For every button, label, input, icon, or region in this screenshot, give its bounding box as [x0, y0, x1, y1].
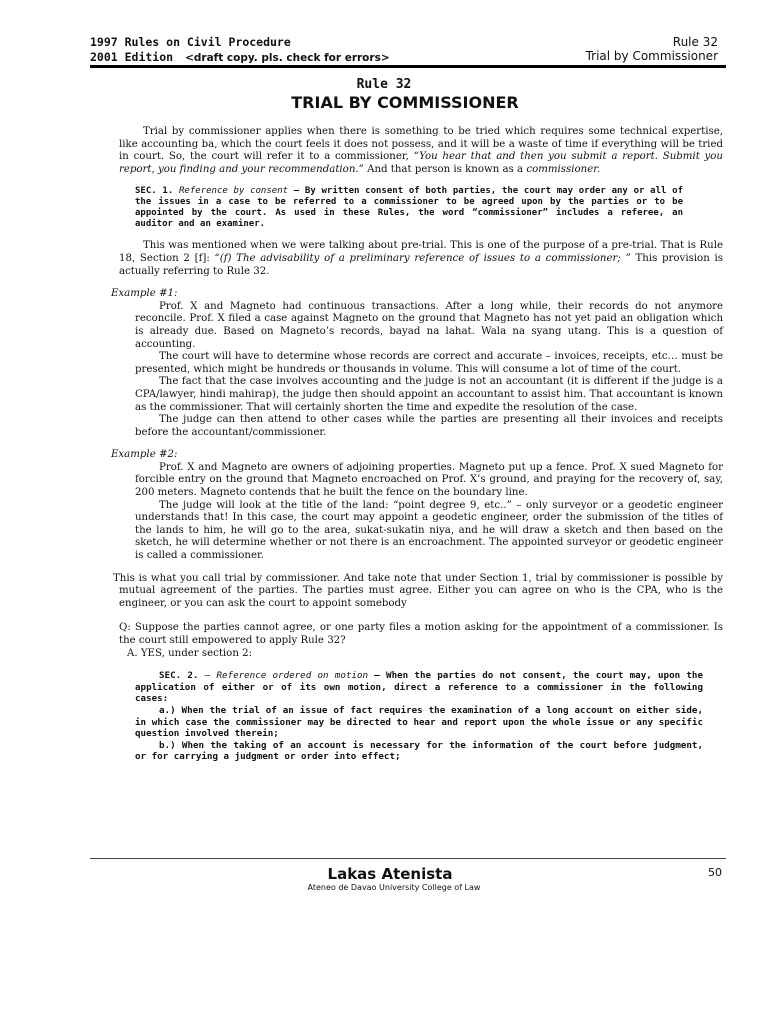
example-2-body	[135, 462, 723, 563]
header-right	[586, 35, 718, 63]
sec2-heading: – Reference ordered on motion	[198, 670, 368, 682]
sec2-item-b: b.) When the taking of an account is necessary for the information of the court before judgment, or for carrying a judgment or order into effect;	[135, 739, 703, 763]
example-2-label: Example #2:	[111, 449, 178, 461]
example-1-p2: The court will have to determine whose records are correct and accurate – invoices, receipts, etc… must be presented, which might be hundreds or thousands in volume. This will consume a lot of time of the court.	[135, 351, 723, 375]
section-2-text	[135, 670, 703, 763]
header-rule-number: Rule 32	[672, 35, 718, 49]
example-1-body	[135, 301, 723, 440]
example-1-p1: Prof. X and Magneto had continuous transactions. After a long while, their records do not anymore reconcile. Prof. X filed a case against Magneto on the ground that Magneto has not yet paid an obligation which is already due. Based on Magneto’s records, bayad na lahat. Wala na syang utang. This is a question of accounting.	[135, 300, 723, 350]
intro-text: Trial by commissioner applies when there is something to be tried which requires some technical expertise, like accounting ba, which the court feels it does not possess, and it will be a waste of time if everything will be tried in court. So, the court will refer it to a commissioner,	[119, 126, 723, 163]
header-book-title: 1997 Rules on Civil Procedure	[90, 35, 291, 49]
pretrial-tail: ” This provision is actually referring to Rule 32.	[119, 252, 723, 277]
header-left	[90, 35, 390, 66]
page-body	[111, 126, 723, 763]
sec2-body: – When the parties do not consent, the court may, upon the application of either or of its own motion, direct a reference to a commissioner in the following cases:	[135, 670, 703, 705]
rule-title: TRIAL BY COMMISSIONER	[291, 93, 519, 112]
example-2-p2: The judge will look at the title of the land: “point degree 9, etc..” – only surveyor or a geodetic engineer understands that! In this case, the court may appoint a geodetic engineer, order the submission of the titles of the lands to him, he will go to the area, sukat-sukatin niya, and he will draw a sketch and then based on the sketch, he will determine whether or not there is an encroachment. The appointed surveyor or geodetic engineer is called a commissioner.	[135, 499, 723, 562]
example-1-label: Example #1:	[111, 288, 178, 300]
header-edition-line	[90, 50, 390, 66]
sec1-body: – By written consent of both parties, the court may order any or all of the issues in a case to be referred to a commissioner to be agreed upon by the parties or to be appointed by the court. As used in these Rules, the word “commissioner” includes a referee, an auditor and an examiner.	[135, 186, 683, 230]
page-number: 50	[708, 866, 722, 879]
header-draft-note: <draft copy. pls. check for errors>	[185, 52, 390, 64]
answer-line: A. YES, under section 2:	[127, 647, 253, 659]
summary-paragraph: This is what you call trial by commissioner. And take note that under Section 1, trial by commissioner is possible by mutual agreement of the parties. The parties must agree. Either you can agree on who is the CPA, who is the engineer, or you can ask the court to appoint somebody	[113, 572, 723, 609]
rule-number: Rule 32	[356, 77, 412, 92]
header-rule-name: Trial by Commissioner	[585, 49, 718, 63]
intro-quote: “You hear that and then you submit a report. Submit you report, you finding and your recommendation.”	[119, 151, 723, 175]
pretrial-quote: “(f) The advisability of a preliminary reference of issues to a commissioner;	[214, 252, 621, 264]
example-1-p3: The fact that the case involves accounting and the judge is not an accountant (it is different if the judge is a CPA/lawyer, hindi mahirap), the judge then should appoint an accountant to assist him. That accountant is known as the commissioner. That will certainly shorten the time and expedite the resolution of the case.	[135, 376, 723, 413]
intro-mid: And that person is known as a	[363, 163, 527, 175]
footer-title: Lakas Atenista	[327, 865, 453, 883]
footer-divider	[90, 858, 726, 859]
sec2-lead: SEC. 2.	[159, 670, 199, 682]
sec1-heading: Reference by consent	[179, 186, 289, 197]
intro-term: commissioner.	[526, 163, 601, 175]
sec2-item-a: a.) When the trial of an issue of fact requires the examination of a long account on either side, in which case the commissioner may be directed to hear and report upon the whole issue or any specific question involved therein;	[135, 704, 703, 740]
example-2-p1: Prof. X and Magneto are owners of adjoining properties. Magneto put up a fence. Prof. X sued Magneto for forcible entry on the ground that Magneto encroached on Prof. X’s ground, and praying for the recovery of, say, 200 meters. Magneto contends that he built the fence on the boundary line.	[135, 461, 723, 499]
pretrial-paragraph	[119, 240, 723, 278]
page-header	[90, 35, 718, 65]
header-edition: 2001 Edition	[90, 50, 174, 64]
sec1-lead: SEC. 1.	[135, 186, 174, 197]
intro-paragraph	[119, 126, 723, 176]
pretrial-text: This was mentioned when we were talking about pre-trial. This is one of the purpose of a pre-trial. That is Rule 18, Section 2 [f]:	[119, 240, 723, 264]
section-1-text	[135, 186, 683, 230]
example-1-p4: The judge can then attend to other cases while the parties are presenting all their invoices and receipts before the accountant/commissioner.	[135, 414, 723, 438]
footer-subtitle: Ateneo de Davao University College of Law	[307, 883, 481, 892]
question-paragraph: Q: Suppose the parties cannot agree, or one party files a motion asking for the appointment of a commissioner. Is the court still empowered to apply Rule 32?	[119, 622, 723, 646]
header-divider	[90, 65, 726, 68]
